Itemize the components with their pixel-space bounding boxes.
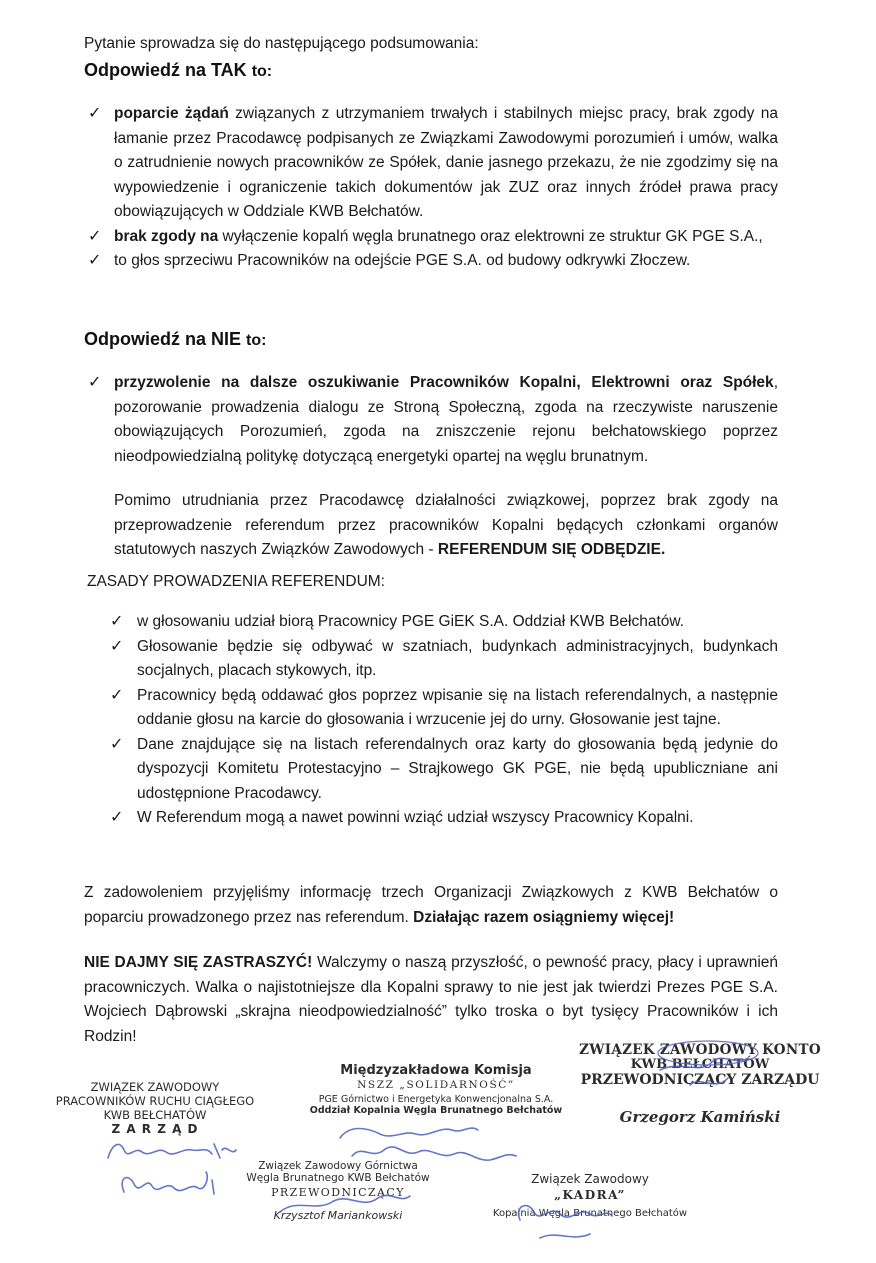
stamp-konto-name: Grzegorz Kamiński xyxy=(619,1108,781,1126)
closing-paragraph-1 xyxy=(84,881,778,930)
stamp-konto-line-1: ZWIĄZEK ZAWODOWY KONTO xyxy=(579,1042,821,1058)
stamp-solidarnosc-line-1: Międzyzakładowa Komisja xyxy=(340,1063,532,1078)
zasady-item-4: Dane znajdujące się na listach referendalnych oraz karty do głosowania będą jedynie do dyspozycji Komitetu Protestacyjno – Strajkowego GK PGE, nie będą upubliczniane ani udostępnione Pracodawcy. xyxy=(137,735,778,802)
nie-item-1 xyxy=(114,371,778,469)
list-item xyxy=(88,102,778,225)
list-item xyxy=(110,610,778,635)
checkmark-icon: ✓ xyxy=(88,252,102,269)
nie-heading xyxy=(84,329,266,350)
stamp-solidarnosc-line-2: NSZZ „SOLIDARNOŚĆ” xyxy=(357,1079,515,1091)
checkmark-icon: ✓ xyxy=(110,735,124,753)
stamp-gornictwa-name: Krzysztof Mariankowski xyxy=(273,1209,403,1222)
stamp-solidarnosc xyxy=(286,1063,586,1116)
stamp-kadra-line-2: „KADRA” xyxy=(554,1188,626,1202)
tak-heading xyxy=(84,60,272,81)
nie-list xyxy=(88,371,778,469)
list-item xyxy=(88,225,778,250)
signature-solidarnosc-2 xyxy=(352,1147,516,1160)
stamp-kadra xyxy=(470,1172,710,1219)
stamp-ruch-line-2: PRACOWNIKÓW RUCHU CIĄGŁEGO xyxy=(55,1094,255,1108)
list-item xyxy=(110,684,778,733)
zasady-item-3: Pracownicy będą oddawać głos poprzez wpisanie się na listach referendalnych, a następnie oddanie głosu na karcie do głosowania i wrzucenie jej do urny. Głosowanie jest tajne. xyxy=(137,686,778,728)
stamp-gornictwa-line-2: Węgla Brunatnego KWB Bełchatów xyxy=(246,1172,430,1184)
stamp-kadra-line-3: Kopalnia Węgla Brunatnego Bełchatów xyxy=(492,1208,688,1219)
tak-item-3: to głos sprzeciwu Pracowników na odejście PGE S.A. od budowy odkrywki Złoczew. xyxy=(114,252,691,269)
stamp-gornictwa-line-1: Związek Zawodowy Górnictwa xyxy=(258,1160,418,1172)
tak-item-1-rest: związanych z utrzymaniem trwałych i stabilnych miejsc pracy, brak zgody na łamanie przez Pracodawcę podpisanych ze Związkami Zawodowymi porozumień i umów, walka o zatrudnienie nowych pracowników ze Spółek, danie jasnego przekazu, że nie zgodzimy się na wypowiedzenie i ograniczenie takich dokumentów jak ZUZ oraz innych źródeł prawa pracy obowiązujących w Oddziale KWB Bełchatów. xyxy=(114,105,778,220)
tak-item-1-bold: poparcie żądań xyxy=(114,105,229,122)
stamp-kadra-line-1: Związek Zawodowy xyxy=(531,1172,649,1186)
stamp-ruch-line-3: KWB BEŁCHATÓW xyxy=(103,1108,207,1122)
nie-paragraph-text: Pomimo utrudniania przez Pracodawcę działalności związkowej, poprzez brak zgody na przeprowadzenie referendum przez pracowników Kopalni będących członkami organów statutowych naszych Związków Zawodowych - xyxy=(114,492,778,558)
stamp-ruch-line-4: Z A R Z Ą D xyxy=(111,1122,199,1136)
tak-item-2-rest: wyłączenie kopalń węgla brunatnego oraz elektrowni ze struktur GK PGE S.A., xyxy=(218,227,763,245)
tak-item-2-bold: brak zgody na xyxy=(114,227,219,245)
zasady-list xyxy=(110,610,778,831)
list-item xyxy=(110,806,778,831)
list-item xyxy=(110,733,778,807)
tak-list xyxy=(88,102,778,274)
nie-paragraph xyxy=(114,489,778,563)
checkmark-icon: ✓ xyxy=(88,105,102,122)
list-item xyxy=(110,635,778,684)
closing-1-text: Z zadowoleniem przyjęliśmy informację trzech Organizacji Związkowych z KWB Bełchatów o poparciu prowadzonego przez nas referendum. xyxy=(84,884,778,926)
checkmark-icon: ✓ xyxy=(88,227,102,245)
zasady-heading: ZASADY PROWADZENIA REFERENDUM: xyxy=(87,573,385,590)
nie-heading-suffix: to: xyxy=(246,332,267,349)
intro-text: Pytanie sprowadza się do następującego podsumowania: xyxy=(84,35,479,52)
checkmark-icon: ✓ xyxy=(110,686,124,704)
closing-1-bold: Działając razem osiągniemy więcej! xyxy=(413,908,675,926)
signature-ruch-2 xyxy=(122,1172,214,1194)
nie-item-1-rest: , pozorowanie prowadzenia dialogu ze Stroną Społeczną, zgoda na rzeczywiste naruszenie obowiązujących Porozumień, zgoda na zniszczenie rejonu bełchatowskiego poprzez nieodpowiedzialną politykę dotyczącą energetyki opartej na węglu brunatnym. xyxy=(114,374,778,465)
closing-2-text: Walczymy o naszą przyszłość, o pewność pracy, płacy i uprawnień pracowniczych. Walka o najistotniejsze dla Kopalni sprawy to nie jest jak twierdzi Prezes PGE S.A. Wojciech Dąbrowski „skrajna nieodpowiedzialność” tylko troska o byt tysięcy Pracowników i ich Rodzin! xyxy=(84,954,779,1045)
nie-heading-main: Odpowiedź na NIE xyxy=(84,329,242,349)
checkmark-icon: ✓ xyxy=(110,637,124,655)
stamp-konto xyxy=(560,1042,840,1126)
stamp-konto-line-2: KWB BEŁCHATÓW xyxy=(630,1057,770,1072)
stamp-ruch-ciaglego xyxy=(40,1080,270,1136)
closing-paragraph-2 xyxy=(84,951,778,1049)
stamp-solidarnosc-line-3: PGE Górnictwo i Energetyka Konwencjonalna S.A. xyxy=(318,1094,554,1105)
list-item xyxy=(88,249,778,274)
tak-item-2 xyxy=(114,225,778,250)
checkmark-icon: ✓ xyxy=(110,613,124,630)
stamp-gornictwa xyxy=(228,1160,448,1222)
checkmark-icon: ✓ xyxy=(110,809,124,826)
list-item xyxy=(88,371,778,469)
zasady-item-2: Głosowanie będzie się odbywać w szatniach, budynkach administracyjnych, budynkach socjalnych, placach stykowych, itp. xyxy=(137,637,778,679)
stamp-konto-line-3: PRZEWODNICZĄCY ZARZĄDU xyxy=(580,1072,820,1088)
tak-heading-suffix: to: xyxy=(251,63,273,80)
nie-item-1-bold: przyzwolenie na dalsze oszukiwanie Pracowników Kopalni, Elektrowni oraz Spółek xyxy=(114,374,774,391)
signature-ruch-1 xyxy=(108,1144,236,1158)
zasady-item-1: w głosowaniu udział biorą Pracownicy PGE GiEK S.A. Oddział KWB Bełchatów. xyxy=(137,613,685,630)
stamp-solidarnosc-line-4: Oddział Kopalnia Węgla Brunatnego Bełchatów xyxy=(309,1105,563,1116)
closing-2-bold: NIE DAJMY SIĘ ZASTRASZYĆ! xyxy=(84,954,313,971)
stamp-gornictwa-line-3: PRZEWODNICZĄCY xyxy=(271,1186,405,1199)
signature-solidarnosc-1 xyxy=(340,1128,478,1138)
stamp-ruch-line-1: ZWIĄZEK ZAWODOWY xyxy=(90,1080,220,1094)
checkmark-icon: ✓ xyxy=(88,374,102,391)
nie-paragraph-bold: REFERENDUM SIĘ ODBĘDZIE. xyxy=(437,541,666,558)
tak-heading-main: Odpowiedź na TAK xyxy=(84,60,247,80)
tak-item-1 xyxy=(114,102,778,225)
zasady-item-5: W Referendum mogą a nawet powinni wziąć udział wszyscy Pracownicy Kopalni. xyxy=(137,809,694,826)
